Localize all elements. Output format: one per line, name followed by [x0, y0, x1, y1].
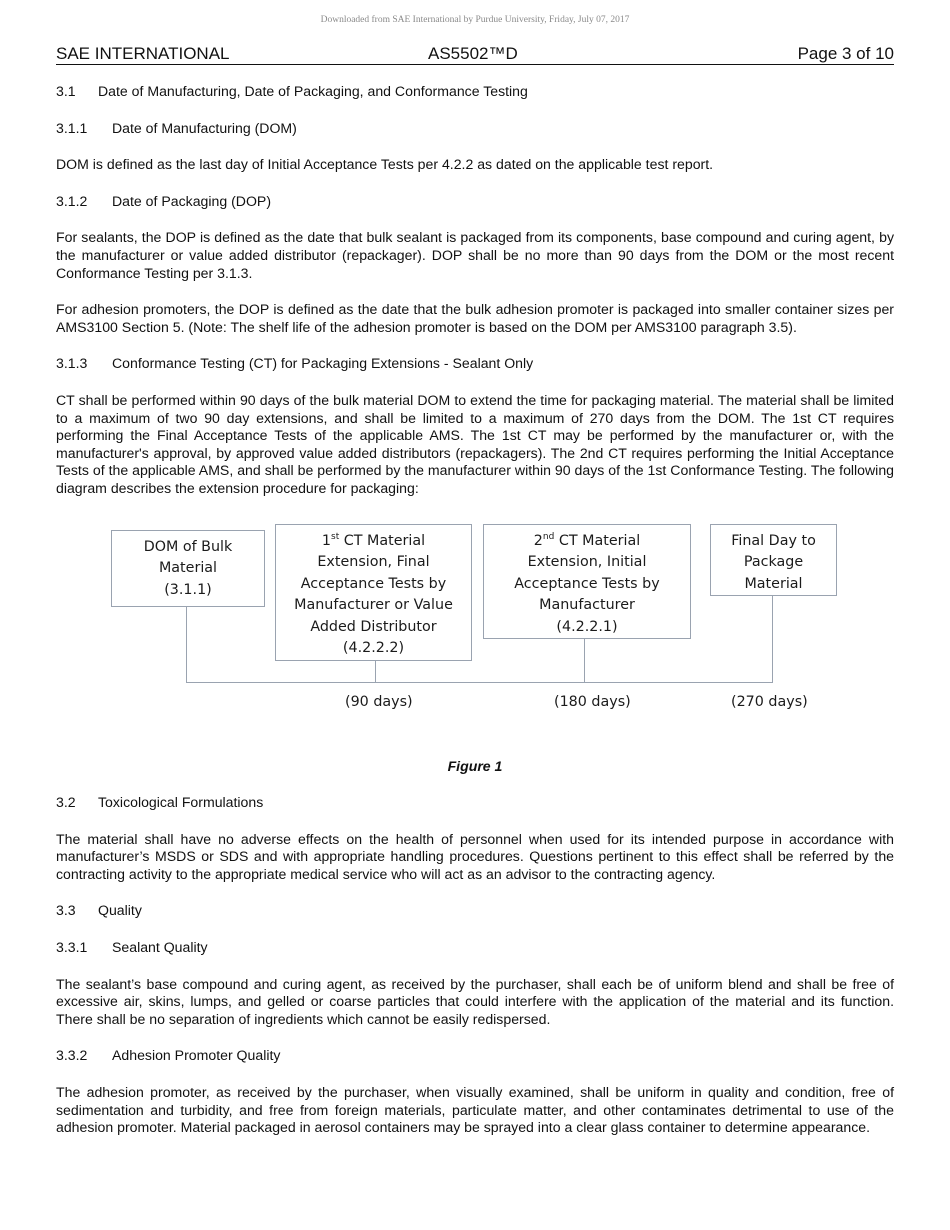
ordinal-number: 2 [533, 532, 543, 549]
section-title: Quality [98, 902, 142, 919]
box-line: Material [744, 575, 803, 592]
section-title: Toxicological Formulations [98, 794, 264, 811]
section-3-1-2-body-sealants: For sealants, the DOP is defined as the date that bulk sealant is packaged from its components, base compound and curing agent, by the manufacturer or value added distributor (repackager). DOP shall be no more than 90 days from the DOM or the most recent Conformance Testing per 3.1.3. [56, 229, 894, 281]
download-watermark: Downloaded from SAE International by Purdue University, Friday, July 07, 2017 [320, 15, 630, 25]
header-organization: SAE INTERNATIONAL [56, 44, 230, 63]
section-3-2-heading [56, 794, 894, 812]
box-line: Material [158, 560, 218, 576]
section-number: 3.1.3 [56, 355, 88, 372]
section-title: Date of Manufacturing, Date of Packaging, and Conformance Testing [98, 83, 528, 99]
box-dom-bulk-material [111, 530, 265, 607]
ordinal-suffix: nd [542, 531, 555, 542]
box-line: Extension, Initial [527, 554, 647, 570]
label-180-days: (180 days) [554, 693, 631, 710]
box-line: Extension, Final [317, 554, 430, 570]
box-line-rest: CT Material [554, 532, 641, 549]
section-title: Adhesion Promoter Quality [112, 1047, 281, 1064]
connector-vertical [375, 661, 376, 683]
timeline-axis [186, 682, 773, 683]
box-line [484, 531, 690, 553]
section-3-1-3-body: CT shall be performed within 90 days of the bulk material DOM to extend the time for packaging material. The material shall be limited to a maximum of two 90 day extensions, and shall be limited to a maximum of 270 days from the DOM. The 1st CT requires performing the Final Acceptance Tests of the applicable AMS. The 1st CT may be performed by the manufacturer or, with the manufacturer's approval, by approved value added distributors (repackagers). The 2nd CT requires performing the Initial Acceptance Tests of the applicable AMS, and shall be performed by the manufacturer within 90 days of the 1st Conformance Testing. The following diagram describes the extension procedure for packaging: [56, 391, 894, 496]
box-line: (3.1.1) [164, 581, 212, 598]
section-3-3-1-body: The sealant’s base compound and curing agent, as received by the purchaser, shall each be of uniform blend and shall be free of excessive air, skins, lumps, and gelled or coarse particles that could interfere with the application of the material and its function. There shall be no separation of ingredients which cannot be easily redispersed. [56, 975, 894, 1027]
label-90-days: (90 days) [345, 693, 413, 710]
section-3-1-2-body-adhesion: For adhesion promoters, the DOP is defined as the date that the bulk adhesion promoter is packaged into smaller container sizes per AMS3100 Section 5. (Note: The shelf life of the adhesion promoter is based on the DOM per AMS3100 paragraph 3.5). [56, 301, 894, 335]
box-line: DOM of Bulk [143, 538, 233, 555]
section-number: 3.2 [56, 794, 76, 811]
box-line: Acceptance Tests by [300, 575, 447, 592]
box-line: Acceptance Tests by [514, 575, 660, 592]
connector-vertical [584, 639, 585, 683]
connector-vertical [772, 596, 773, 683]
section-title: Date of Manufacturing (DOM) [112, 119, 297, 136]
box-second-ct-extension [483, 524, 691, 639]
section-number: 3.1 [56, 83, 76, 99]
ordinal-suffix: st [331, 531, 340, 542]
ordinal-number: 1 [321, 532, 331, 549]
header-page-number: Page 3 of 10 [797, 44, 894, 63]
section-3-3-heading [56, 902, 894, 920]
section-3-1-1-body: DOM is defined as the last day of Initial Acceptance Tests per 4.2.2 as dated on the applicable test report. [56, 156, 714, 173]
section-3-1-heading [56, 83, 894, 101]
document-body [56, 83, 894, 1137]
section-3-3-2-body: The adhesion promoter, as received by the purchaser, when visually examined, shall be uniform in quality and condition, free of sedimentation and turbidity, and free from foreign materials, particulate matter, and other contaminates detrimental to use of the adhesion promoter. Material packaged in aerosol containers may be sprayed into a clear glass container to determine appearance. [56, 1084, 894, 1136]
page-header [56, 44, 894, 65]
section-3-1-1-heading [56, 120, 894, 138]
box-line-rest: CT Material [339, 532, 426, 549]
label-270-days: (270 days) [731, 693, 808, 710]
section-3-2-body: The material shall have no adverse effects on the health of personnel when used for its intended purpose in accordance with manufacturer’s MSDS or SDS and with appropriate handling procedures. Questions pertinent to this effect shall be referred by the contracting activity to the appropriate medical service who will act as an advisor to the contracting agency. [56, 830, 894, 882]
section-title: Conformance Testing (CT) for Packaging Extensions - Sealant Only [112, 355, 534, 372]
section-3-3-1-heading [56, 939, 894, 957]
box-line: (4.2.2.2) [342, 640, 405, 656]
box-line: (4.2.2.1) [556, 618, 618, 635]
section-3-1-3-heading [56, 355, 894, 373]
figure-caption: Figure 1 [447, 757, 503, 774]
box-line: Added Distributor [310, 618, 437, 635]
section-title: Sealant Quality [112, 939, 208, 956]
box-line [276, 531, 471, 553]
section-number: 3.1.1 [56, 119, 88, 136]
header-document-number: AS5502™D [428, 44, 518, 63]
box-line: Manufacturer [539, 597, 635, 613]
box-first-ct-extension [275, 524, 472, 661]
section-number: 3.3.1 [56, 939, 88, 956]
section-number: 3.3 [56, 902, 76, 919]
section-3-3-2-heading [56, 1047, 894, 1065]
section-title: Date of Packaging (DOP) [112, 192, 272, 209]
connector-vertical [186, 607, 187, 683]
section-number: 3.3.2 [56, 1047, 88, 1064]
box-line: Package [743, 554, 804, 570]
section-number: 3.1.2 [56, 192, 88, 209]
box-line: Final Day to [731, 532, 816, 549]
section-3-1-2-heading [56, 193, 894, 211]
box-final-day-package [710, 524, 837, 596]
extension-procedure-diagram [56, 506, 894, 758]
box-line: Manufacturer or Value [294, 597, 453, 613]
